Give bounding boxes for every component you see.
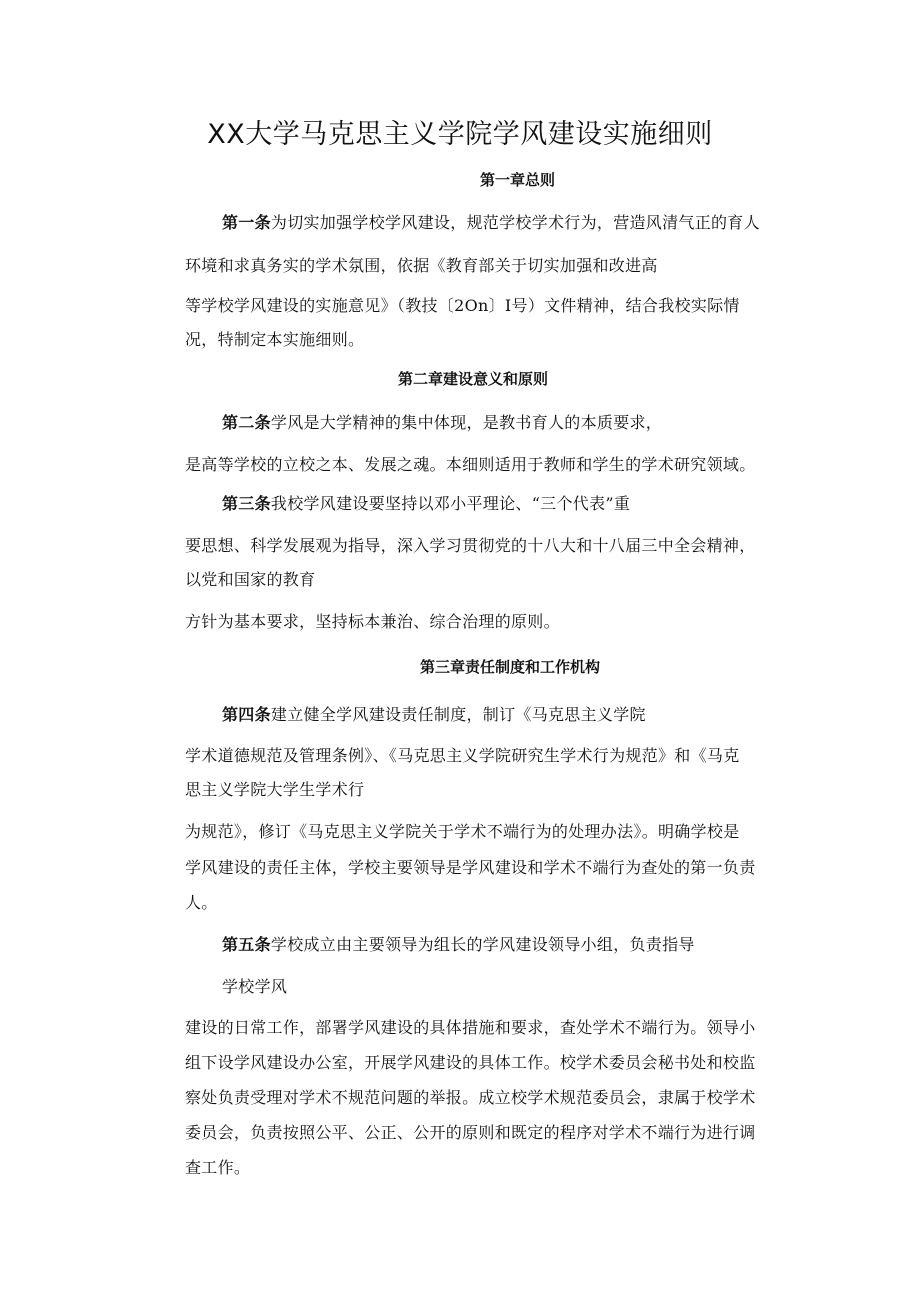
chapter-2-heading: 第二章建设意义和原则 xyxy=(398,370,549,388)
article-3-label: 第三条 xyxy=(222,494,271,513)
article-4-line-5: 学风建设的责任主体，学校主要领导是学风建设和学术不端行为查处的第一负责 xyxy=(185,858,756,877)
article-1-label: 第一条 xyxy=(222,213,271,232)
article-4-label: 第四条 xyxy=(222,705,271,724)
article-1-line-4: 况，特制定本实施细则。 xyxy=(185,330,365,349)
article-5-line-2: 学校学风 xyxy=(222,977,288,996)
article-4-line-3: 思主义学院大学生学术行 xyxy=(185,780,365,799)
article-5-label: 第五条 xyxy=(222,935,271,954)
chapter-1-heading: 第一章总则 xyxy=(480,171,556,189)
article-4-line-4: 为规范》，修订《马克思主义学院关于学术不端行为的处理办法》。明确学校是 xyxy=(185,822,740,841)
article-2-label: 第二条 xyxy=(222,413,271,432)
document-title: XX大学马克思主义学院学风建设实施细则 xyxy=(207,119,713,150)
article-1-line-1: 第一条为切实加强学校学风建设，规范学校学术行为，营造风清气正的育人 xyxy=(222,213,760,232)
article-4-line-1: 第四条建立健全学风建设责任制度，制订《马克思主义学院 xyxy=(222,705,646,724)
article-3-line-2: 要思想、科学发展观为指导，深入学习贯彻党的十八大和十八届三中全会精神， xyxy=(185,536,756,555)
article-5-line-1: 第五条学校成立由主要领导为组长的学风建设领导小组，负责指导 xyxy=(222,935,695,954)
article-3-line-4: 方针为基本要求，坚持标本兼治、综合治理的原则。 xyxy=(185,612,560,631)
article-1-line-3: 等学校学风建设的实施意见》（教技〔2On〕I号）文件精神，结合我校实际情 xyxy=(185,296,740,315)
article-3-line-3: 以党和国家的教育 xyxy=(185,570,316,589)
article-2-line-1: 第二条学风是大学精神的集中体现，是教书育人的本质要求， xyxy=(222,413,663,432)
article-2-line-2: 是高等学校的立校之本、发展之魂。本细则适用于教师和学生的学术研究领域。 xyxy=(185,455,756,474)
article-5-line-7: 查工作。 xyxy=(185,1158,251,1177)
article-4-line-6: 人。 xyxy=(185,893,218,912)
article-5-line-3: 建设的日常工作，部署学风建设的具体措施和要求，查处学术不端行为。领导小 xyxy=(185,1018,756,1037)
article-5-line-5: 察处负责受理对学术不规范问题的举报。成立校学术规范委员会，隶属于校学术 xyxy=(185,1088,756,1107)
article-5-line-6: 委员会，负责按照公平、公正、公开的原则和既定的程序对学术不端行为进行调 xyxy=(185,1123,756,1142)
article-4-line-2: 学术道德规范及管理条例》、《马克思主义学院研究生学术行为规范》和《马克 xyxy=(185,746,740,765)
article-1-line-2: 环境和求真务实的学术氛围，依据《教育部关于切实加强和改进高 xyxy=(185,256,658,275)
article-3-line-1: 第三条我校学风建设要坚持以邓小平理论、“三个代表”重 xyxy=(222,494,631,513)
article-5-line-4: 组下设学风建设办公室，开展学风建设的具体工作。校学术委员会秘书处和校监 xyxy=(185,1053,756,1072)
chapter-3-heading: 第三章责任制度和工作机构 xyxy=(420,658,601,676)
